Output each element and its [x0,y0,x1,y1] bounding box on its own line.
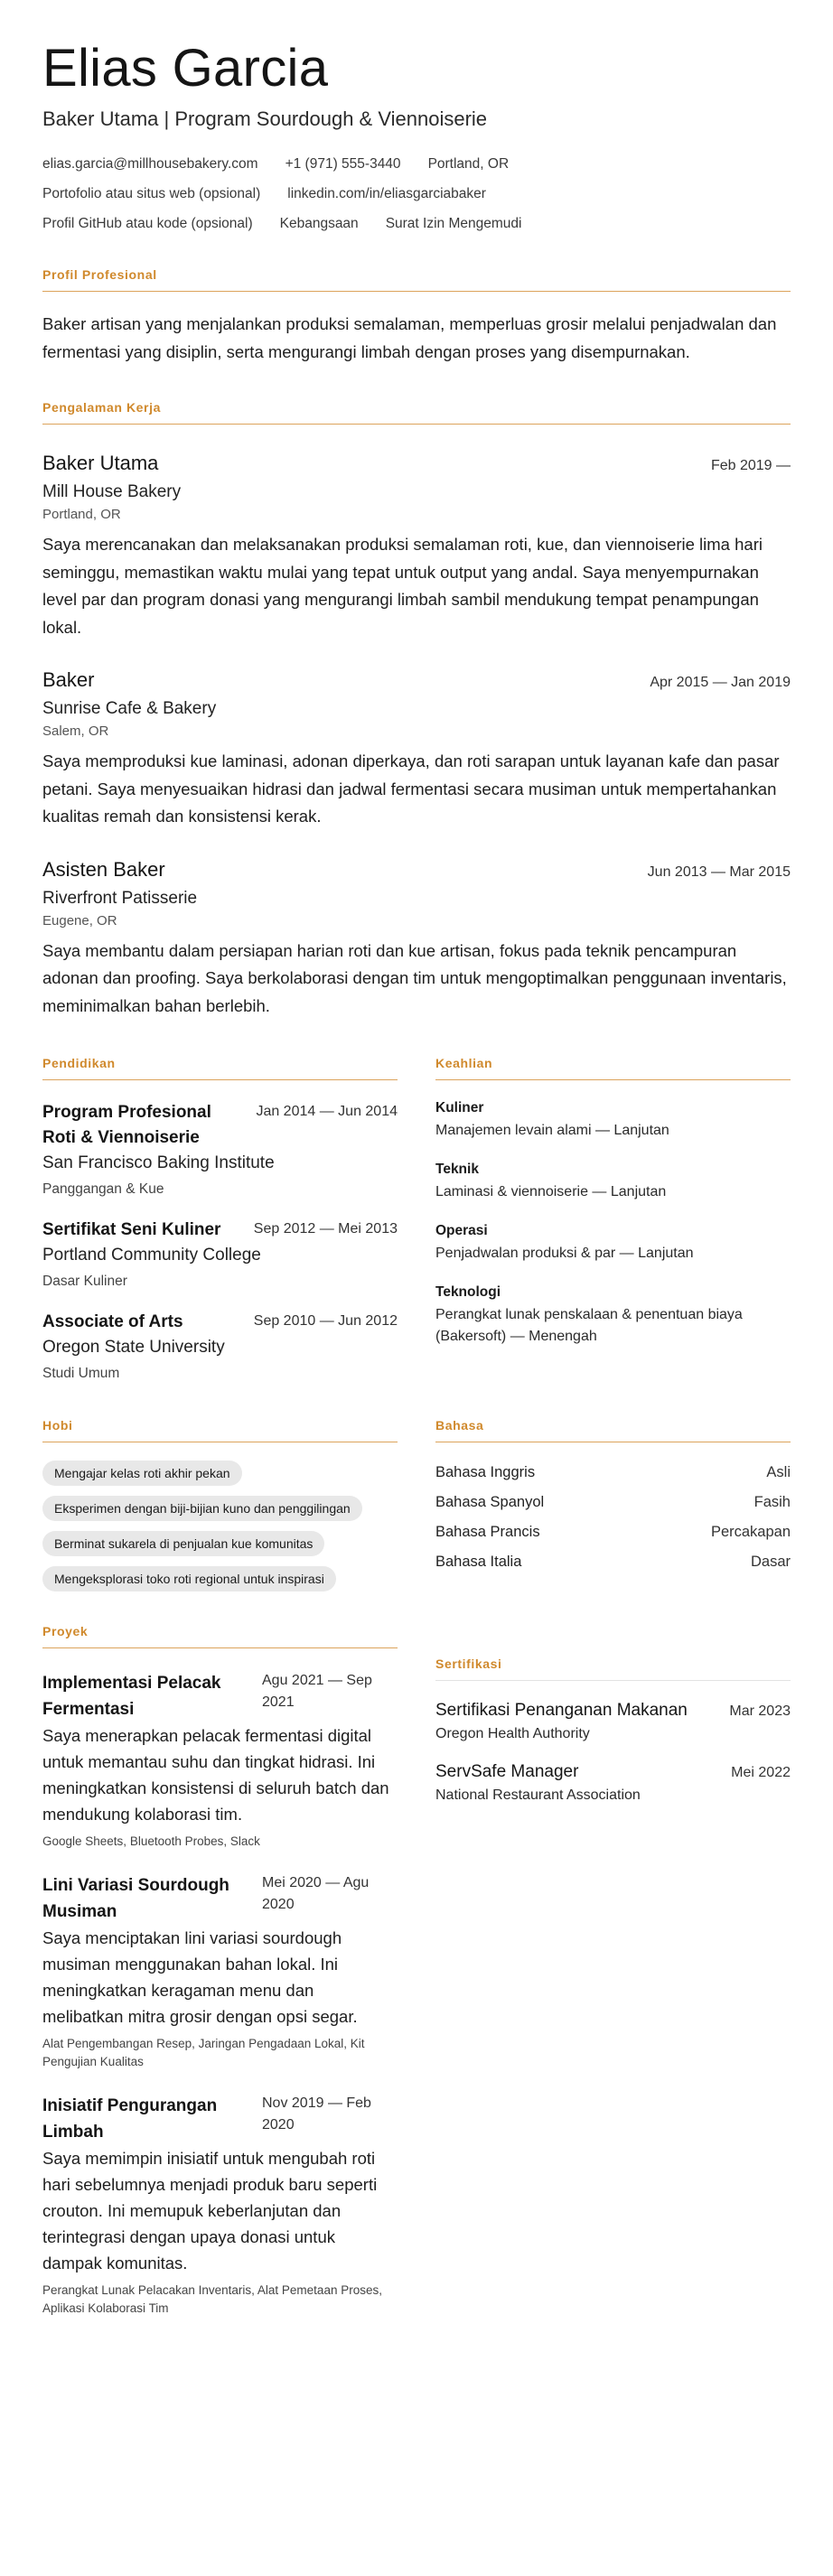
phone-number[interactable]: +1 (971) 555-3440 [285,156,401,172]
job-location: Eugene, OR [42,912,117,929]
skill-value: Penjadwalan produksi & par — Lanjutan [435,1246,694,1261]
github-link[interactable]: Profil GitHub atau kode (opsional) [42,216,253,231]
hobby-chip: Mengajar kelas roti akhir pekan [42,1461,242,1486]
profile-section [42,267,791,366]
section-heading: Hobi [42,1418,398,1442]
skill-entry [435,1223,791,1265]
experience-section [42,400,791,1020]
job-title: Baker [42,668,95,691]
certification-date: Mei 2022 [731,1765,791,1780]
language-list [435,1462,791,1572]
email-link[interactable]: elias.garcia@millhousebakery.com [42,156,258,172]
contact-block [42,155,791,233]
project-tools: Perangkat Lunak Pelacakan Inventaris, Alat Pemetaan Proses, Aplikasi Kolaborasi Tim [42,2283,382,2315]
section-heading: Pengalaman Kerja [42,400,791,425]
project-entry [42,1872,398,2071]
portfolio-link[interactable]: Portofolio atau situs web (opsional) [42,186,261,201]
linkedin-link[interactable]: linkedin.com/in/eliasgarciabaker [287,186,486,201]
project-title: Lini Variasi Sourdough Musiman [42,1876,229,1921]
section-heading: Sertifikasi [435,1657,791,1681]
skill-name: Teknik [435,1162,479,1177]
section-heading: Bahasa [435,1418,791,1442]
contact-row [42,155,791,173]
education-entry [42,1218,398,1290]
language-level: Dasar [750,1554,791,1570]
language-row [435,1462,791,1482]
job-entry [42,668,791,831]
language-level: Asli [766,1464,791,1480]
job-date: Jun 2013 — Mar 2015 [647,863,791,880]
project-tools: Alat Pengembangan Resep, Jaringan Pengadaan Lokal, Kit Pengujian Kualitas [42,2037,365,2068]
education-date: Jan 2014 — Jun 2014 [256,1104,398,1119]
location: Portland, OR [427,156,510,172]
skill-entry [435,1162,791,1203]
education-entry [42,1100,398,1198]
language-row [435,1522,791,1542]
certification-entry [435,1701,791,1742]
education-area: Dasar Kuliner [42,1274,127,1289]
certification-date: Mar 2023 [729,1703,791,1719]
section-heading: Profil Profesional [42,267,791,292]
driving-license: Surat Izin Mengemudi [385,216,522,231]
project-title: Inisiatif Pengurangan Limbah [42,2096,218,2142]
skill-entry [435,1100,791,1142]
education-area: Studi Umum [42,1366,120,1381]
project-description: Saya memimpin inisiatif untuk mengubah roti hari sebelumnya menjadi produk baru seperti crouton. Ini memupuk keberlanjutan dan terintegrasi dengan upaya donasi untuk dampak komunitas. [42,2149,378,2273]
job-company: Mill House Bakery [42,482,182,501]
certification-title: ServSafe Manager [435,1762,579,1781]
hobby-list [42,1461,398,1591]
hobbies-languages-row [42,1418,791,1591]
certification-entry [435,1762,791,1804]
education-title: Associate of Arts [42,1312,183,1331]
skills-section [435,1056,791,1382]
section-heading: Proyek [42,1624,398,1648]
education-institution: San Francisco Baking Institute [42,1153,275,1172]
project-description: Saya menerapkan pelacak fermentasi digital untuk memantau suhu dan tingkat hidrasi. Ini meningkatkan konsistensi di seluruh batch dan mendukung kolaborasi tim. [42,1726,389,1824]
candidate-role: Baker Utama | Program Sourdough & Viennoiserie [42,107,488,130]
job-title: Asisten Baker [42,857,165,881]
languages-section [435,1418,791,1591]
project-title: Implementasi Pelacak Fermentasi [42,1674,221,1719]
project-entry [42,2093,398,2318]
education-institution: Oregon State University [42,1338,225,1357]
certification-title: Sertifikasi Penanganan Makanan [435,1701,688,1720]
language-row [435,1492,791,1512]
job-description: Saya merencanakan dan melaksanakan produksi semalaman roti, kue, dan viennoiserie lima hari seminggu, memastikan waktu mulai yang tepat untuk output yang andal. Saya menyempurnakan level par dan program donasi yang mengurangi limbah sambil mendukung tempat penampungan lokal. [42,535,763,637]
job-entry [42,858,791,1021]
profile-summary: Baker artisan yang menjalankan produksi semalaman, memperluas grosir melalui penjadwalan dan fermentasi yang disiplin, serta mengurangi limbah dengan proses yang disempurnakan. [42,314,777,361]
job-description: Saya membantu dalam persiapan harian roti dan kue artisan, fokus pada teknik pencampuran adonan dan proofing. Saya berkolaborasi dengan tim untuk mengoptimalkan penggunaan inventaris, meminimalkan bahan berlebih. [42,940,787,1015]
certification-org: Oregon Health Authority [435,1726,590,1741]
job-company: Sunrise Cafe & Bakery [42,699,217,718]
education-area: Panggangan & Kue [42,1181,164,1197]
project-description: Saya menciptakan lini variasi sourdough musiman menggunakan bahan lokal. Ini meningkatkan keragaman menu dan melibatkan mitra grosir dengan opsi segar. [42,1928,358,2026]
education-title: Sertifikat Seni Kuliner [42,1220,221,1239]
project-date: Agu 2021 — Sep 2021 [262,1673,372,1710]
contact-row [42,185,791,203]
section-heading: Keahlian [435,1056,791,1080]
project-date: Mei 2020 — Agu 2020 [262,1875,370,1912]
project-tools: Google Sheets, Bluetooth Probes, Slack [42,1834,260,1848]
language-name: Bahasa Italia [435,1554,522,1570]
language-name: Bahasa Prancis [435,1524,540,1540]
education-entry [42,1310,398,1382]
skill-name: Operasi [435,1223,488,1238]
language-name: Bahasa Spanyol [435,1494,545,1510]
skill-value: Manajemen levain alami — Lanjutan [435,1123,669,1138]
education-title: Program Profesional Roti & Viennoiserie [42,1103,211,1147]
job-date: Feb 2019 — [710,458,791,473]
job-entry [42,452,791,641]
projects-certifications-row [42,1624,791,2318]
language-level: Fasih [753,1494,791,1510]
education-date: Sep 2012 — Mei 2013 [253,1221,398,1237]
education-date: Sep 2010 — Jun 2012 [253,1313,398,1329]
education-section [42,1056,398,1382]
hobbies-section [42,1418,398,1591]
skill-value: Perangkat lunak penskalaan & penentuan biaya (Bakersoft) — Menengah [435,1307,743,1344]
skill-entry [435,1284,791,1348]
resume-header [42,38,791,233]
nationality: Kebangsaan [279,216,359,231]
candidate-name: Elias Garcia [42,39,329,98]
job-date: Apr 2015 — Jan 2019 [650,675,791,690]
job-company: Riverfront Patisserie [42,888,198,908]
certifications-section [435,1624,791,2318]
education-institution: Portland Community College [42,1246,261,1265]
contact-row [42,215,791,233]
job-title: Baker Utama [42,452,159,474]
certification-org: National Restaurant Association [435,1787,641,1803]
skill-name: Teknologi [435,1284,501,1300]
job-location: Portland, OR [42,507,121,522]
hobby-chip: Berminat sukarela di penjualan kue komunitas [42,1531,324,1556]
language-row [435,1552,791,1572]
projects-section [42,1624,398,2318]
skill-value: Laminasi & viennoiserie — Lanjutan [435,1184,667,1199]
section-heading: Pendidikan [42,1056,398,1080]
job-location: Salem, OR [42,723,109,739]
project-entry [42,1670,398,1851]
skill-name: Kuliner [435,1100,484,1115]
language-level: Percakapan [710,1524,791,1540]
project-date: Nov 2019 — Feb 2020 [262,2095,371,2133]
hobby-chip: Mengeksplorasi toko roti regional untuk inspirasi [42,1566,336,1591]
job-description: Saya memproduksi kue laminasi, adonan diperkaya, dan roti sarapan untuk layanan kafe dan pasar petani. Saya menyesuaikan hidrasi dan jadwal fermentasi secara musiman untuk mempertahankan kualitas remah dan konsistensi kerak. [42,751,780,826]
education-skills-row [42,1056,791,1382]
hobby-chip: Eksperimen dengan biji-bijian kuno dan penggilingan [42,1496,362,1521]
language-name: Bahasa Inggris [435,1464,536,1480]
